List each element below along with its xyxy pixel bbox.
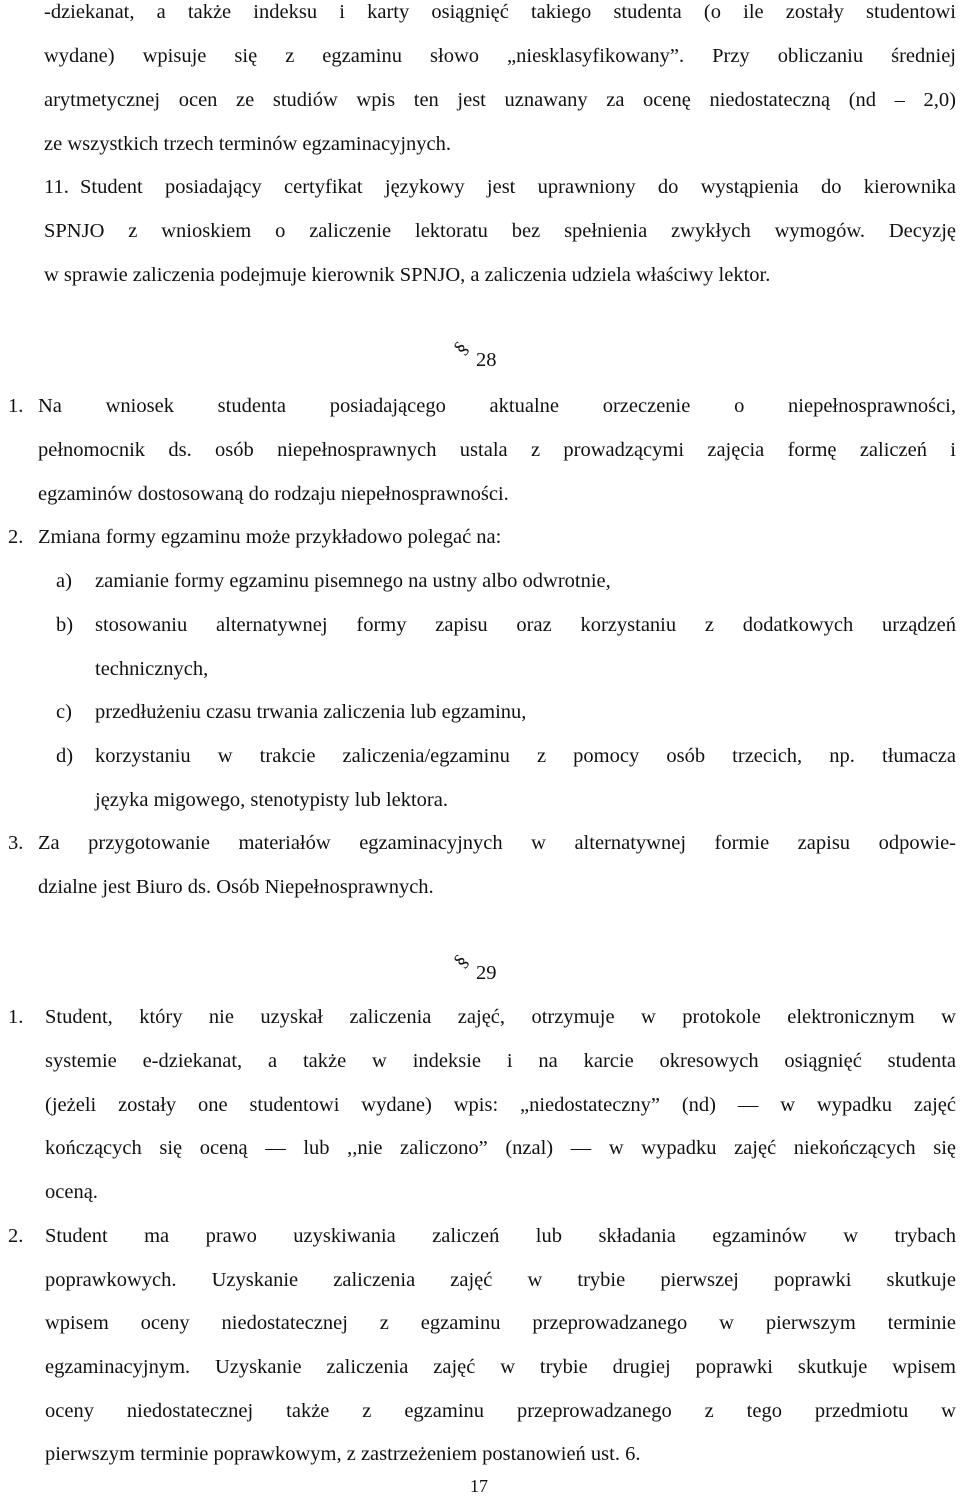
paragraph-line: ze wszystkich trzech terminów egzaminacyjnych.: [44, 133, 451, 155]
page-number: 17: [470, 1476, 488, 1496]
paragraph-line: Student ma prawo uzyskiwania zaliczeń lub składania egzaminów w trybach: [45, 1225, 956, 1247]
paragraph-line: w sprawie zaliczenia podejmuje kierownik SPNJO, a zaliczenia udziela właściwy lektor.: [44, 264, 771, 286]
paragraph-line: egzaminacyjnym. Uzyskanie zaliczenia zajęć w trybie drugiej poprawki skutkuje wpisem: [45, 1356, 956, 1378]
list-marker: c): [56, 701, 72, 723]
paragraph-line: dzialne jest Biuro ds. Osób Niepełnosprawnych.: [38, 876, 434, 898]
paragraph-line: Na wniosek studenta posiadającego aktualne orzeczenie o niepełnosprawności,: [38, 395, 956, 417]
paragraph-line: SPNJO z wnioskiem o zaliczenie lektoratu bez spełnienia zwykłych wymogów. Decyzję: [44, 220, 956, 242]
section-sign-icon: §: [449, 337, 473, 360]
paragraph-line: Student posiadający certyfikat językowy jest uprawniony do wystąpienia do kierownika: [80, 176, 956, 198]
list-item: przedłużeniu czasu trwania zaliczenia lub egzaminu,: [95, 701, 527, 723]
list-item: zamianie formy egzaminu pisemnego na ustny albo odwrotnie,: [95, 570, 611, 592]
item-number: 11.: [44, 176, 69, 198]
paragraph-line: arytmetycznej ocen ze studiów wpis ten jest uznawany za ocenę niedostateczną (nd – 2,0): [44, 89, 956, 111]
item-number: 1.: [8, 1006, 24, 1028]
paragraph-line: pierwszym terminie poprawkowym, z zastrzeżeniem postanowień ust. 6.: [45, 1443, 641, 1465]
paragraph-line: pełnomocnik ds. osób niepełnosprawnych ustala z prowadzącymi zajęcia formę zaliczeń i: [38, 439, 956, 461]
section-heading: § 29: [449, 950, 497, 984]
list-item: stosowaniu alternatywnej formy zapisu oraz korzystaniu z dodatkowych urządzeń: [95, 614, 956, 636]
paragraph-line: systemie e-dziekanat, a także w indeksie i na karcie okresowych osiągnięć studenta: [45, 1050, 956, 1072]
section-sign-icon: §: [449, 950, 473, 973]
item-number: 1.: [8, 395, 24, 417]
paragraph-line: Za przygotowanie materiałów egzaminacyjnych w alternatywnej formie zapisu odpowie-: [38, 832, 956, 854]
item-number: 3.: [8, 832, 24, 854]
paragraph-line: oceną.: [45, 1181, 98, 1203]
section-heading: § 28: [449, 337, 497, 371]
paragraph-line: kończących się oceną — lub ,,nie zaliczono” (nzal) — w wypadku zajęć niekończących się: [45, 1137, 956, 1159]
paragraph-line: egzaminów dostosowaną do rodzaju niepełnosprawności.: [38, 483, 509, 505]
paragraph-line: wpisem oceny niedostatecznej z egzaminu przeprowadzanego w pierwszym terminie: [45, 1312, 956, 1334]
list-marker: b): [56, 614, 74, 636]
paragraph-line: wydane) wpisuje się z egzaminu słowo „niesklasyfikowany”. Przy obliczaniu średniej: [44, 45, 956, 67]
item-number: 2.: [8, 1225, 24, 1247]
list-item: języka migowego, stenotypisty lub lektora.: [95, 789, 448, 811]
list-item: korzystaniu w trakcie zaliczenia/egzaminu z pomocy osób trzecich, np. tłumacza: [95, 745, 956, 767]
item-number: 2.: [8, 526, 24, 548]
paragraph-line: -dziekanat, a także indeksu i karty osiągnięć takiego studenta (o ile zostały studentowi: [44, 1, 956, 23]
paragraph-line: (jeżeli zostały one studentowi wydane) wpis: „niedostateczny” (nd) — w wypadku zajęć: [45, 1094, 956, 1116]
list-marker: a): [56, 570, 72, 592]
paragraph-line: oceny niedostatecznej także z egzaminu przeprowadzanego z tego przedmiotu w: [45, 1400, 956, 1422]
paragraph-line: Zmiana formy egzaminu może przykładowo polegać na:: [38, 526, 502, 548]
paragraph-line: Student, który nie uzyskał zaliczenia zajęć, otrzymuje w protokole elektronicznym w: [45, 1006, 956, 1028]
list-marker: d): [56, 745, 74, 767]
paragraph-line: poprawkowych. Uzyskanie zaliczenia zajęć w trybie pierwszej poprawki skutkuje: [45, 1269, 956, 1291]
list-item: technicznych,: [95, 658, 209, 680]
